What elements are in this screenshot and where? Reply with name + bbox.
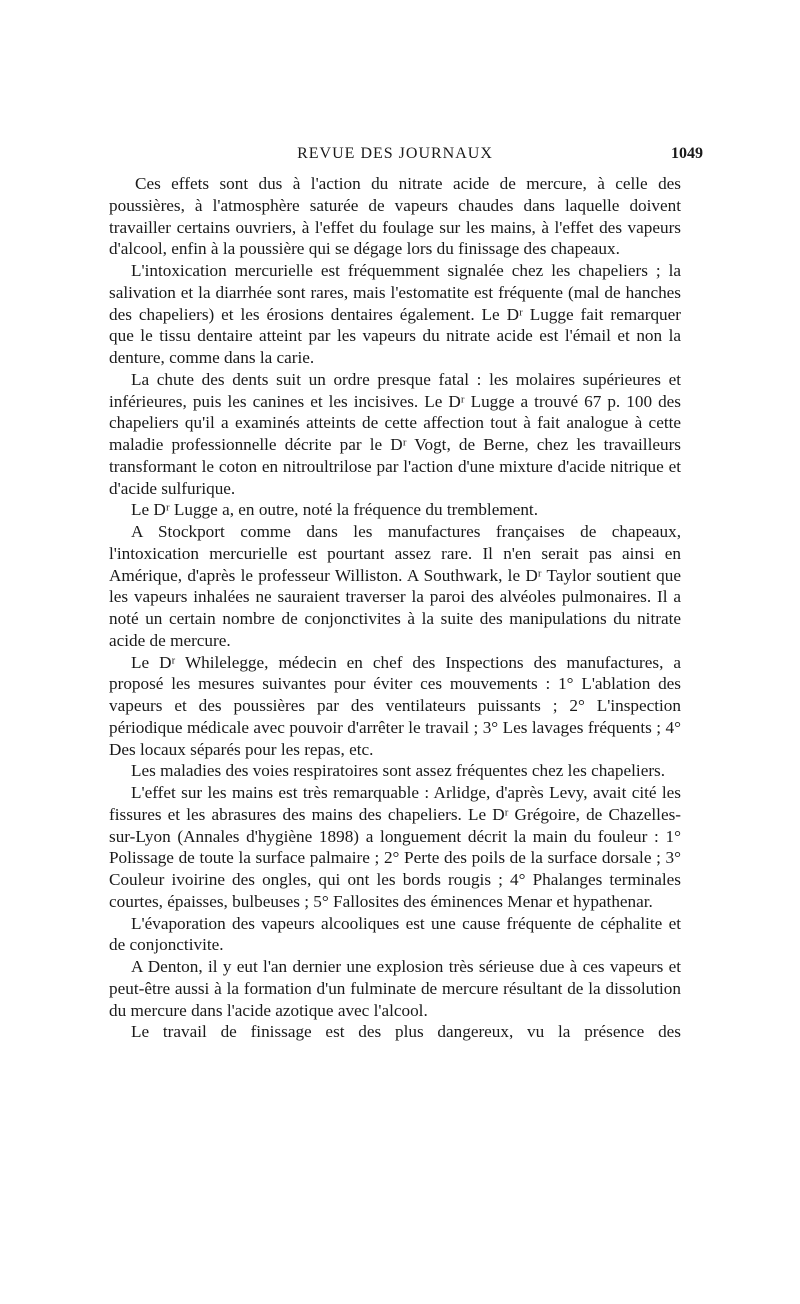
paragraph-2: L'intoxication mercurielle est fréquemment signalée chez les chapeliers ; la salivation et la diarrhée sont rares, mais l'estomatite est fréquente (mal de hanches des chapeliers) et les érosions dentaires également. Le Dʳ Lugge fait remarquer que le tissu dentaire atteint par les vapeurs du nitrate acide est l'émail et non la denture, comme dans la carie. xyxy=(109,261,681,367)
paragraph-1: Ces effets sont dus à l'action du nitrate acide de mercure, à celle des poussières, à l'atmosphère saturée de vapeurs chaudes dans laquelle doivent travailler certains ouvriers, à l'effet du foulage sur les mains, à l'effet des vapeurs d'alcool, enfin à la poussière qui se dégage lors du finissage des chapeaux. xyxy=(109,174,681,259)
body-text xyxy=(109,173,681,1043)
paragraph-6: Le Dʳ Whilelegge, médecin en chef des Inspections des manufactures, a proposé les mesures suivantes pour éviter ces mouvements : 1° L'ablation des vapeurs et des poussières par des ventilateurs puissants ; 2° L'inspection périodique médicale avec pouvoir d'arrêter le travail ; 3° Les lavages fréquents ; 4° Des locaux séparés pour les repas, etc. xyxy=(109,652,681,759)
page-number: 1049 xyxy=(671,145,703,162)
paragraph-10: A Denton, il y eut l'an dernier une explosion très sérieuse due à ces vapeurs et peut-être aussi à la formation d'un fulminate de mercure résultant de la dissolution du mercure dans l'acide azotique avec l'alcool. xyxy=(109,957,681,1020)
document-page xyxy=(109,145,703,1043)
paragraph-8: L'effet sur les mains est très remarquable : Arlidge, d'après Levy, avait cité les fissures et les abrasures des mains des chapeliers. Le Dʳ Grégoire, de Chazelles-sur-Lyon (Annales d'hygiène 1898) a longuement décrit la main du fouleur : 1° Polissage de toute la surface palmaire ; 2° Perte des poils de la surface dorsale ; 3° Couleur ivoirine des ongles, qui ont les bords rougis ; 4° Phalanges terminales courtes, épaisses, bulbeuses ; 5° Fallosites des éminences Menar et hypathenar. xyxy=(109,783,681,911)
paragraph-9: L'évaporation des vapeurs alcooliques est une cause fréquente de céphalite et de conjonctivite. xyxy=(109,913,681,955)
paragraph-7: Les maladies des voies respiratoires sont assez fréquentes chez les chapeliers. xyxy=(131,761,666,781)
paragraph-4: Le Dʳ Lugge a, en outre, noté la fréquence du tremblement. xyxy=(131,500,538,520)
paragraph-5: A Stockport comme dans les manufactures françaises de chapeaux, l'intoxication mercurielle est pourtant assez rare. Il n'en serait pas ainsi en Amérique, d'après le professeur Williston. A Southwark, le Dʳ Taylor soutient que les vapeurs inhalées ne sauraient traverser la paroi des alvéoles pulmonaires. Il a noté un certain nombre de conjonctivites à la suite des manipulations du nitrate acide de mercure. xyxy=(109,522,681,650)
page-header xyxy=(109,145,703,169)
paragraph-3: La chute des dents suit un ordre presque fatal : les molaires supérieures et inférieures, puis les canines et les incisives. Le Dʳ Lugge a trouvé 67 p. 100 des chapeliers qu'il a examinés atteints de cette affection tout à fait analogue à cette maladie professionnelle décrite par le Dʳ Vogt, de Berne, chez les travailleurs transformant le coton en nitroultrilose par l'action d'une mixture d'acide nitrique et d'acide sulfurique. xyxy=(109,369,681,498)
paragraph-11: Le travail de finissage est des plus dangereux, vu la présence des xyxy=(131,1022,681,1042)
running-title: REVUE DES JOURNAUX xyxy=(297,145,493,162)
